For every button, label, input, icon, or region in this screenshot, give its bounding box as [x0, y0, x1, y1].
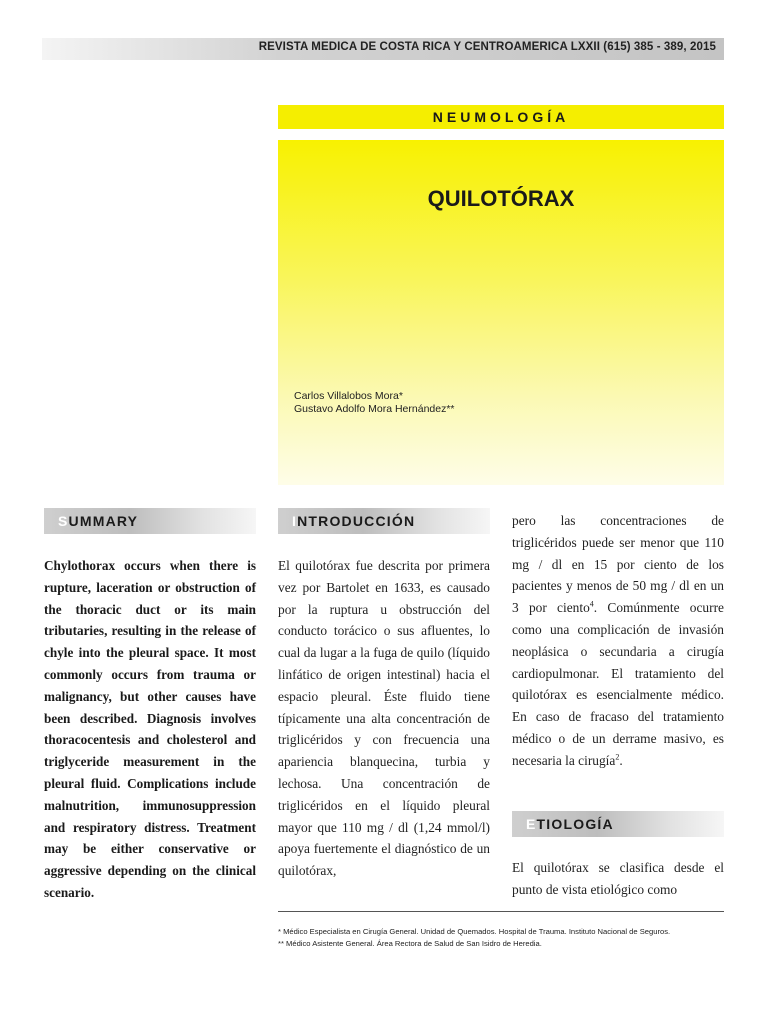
title-box	[278, 140, 724, 485]
summary-heading	[44, 508, 256, 534]
journal-header: REVISTA MEDICA DE COSTA RICA Y CENTROAMERICA LXXII (615) 385 - 389, 2015	[258, 41, 716, 53]
introduccion-heading-initial: I	[292, 513, 298, 529]
summary-heading-rest: UMMARY	[68, 513, 139, 529]
etiologia-text: El quilotórax se clasifica desde el punto de vista etiológico como	[512, 860, 724, 897]
footnote-divider	[278, 911, 724, 912]
introduccion-text: El quilotórax fue descrita por primera vez por Bartolet en 1633, es causado por la ruptura u obstrucción del conducto torácico o sus afluentes, lo cual da lugar a la fuga de quilo (líquido linfático de origen intestinal) hacia el espacio pleural. Éste fluido tiene típicamente una alta concentración de triglicéridos y con frecuencia una apariencia blanquecina, turbia y lechosa. Una concentración de triglicéridos en el líquido pleural mayor que 110 mg / dl (1,24 mmol/l) apoya fuertemente el diagnóstico de un quilotórax,	[278, 558, 490, 879]
author-2: Gustavo Adolfo Mora Hernández**	[294, 403, 455, 415]
authors	[294, 390, 455, 416]
article-title: QUILOTÓRAX	[427, 186, 575, 211]
reference-2: 2	[615, 752, 620, 762]
continuation-end: .	[619, 752, 623, 768]
continuation-text-1: pero las concentraciones de triglicéridos puede ser menor que 110 mg / dl en 15 por ciento de los pacientes y menos de 50 mg / dl en un 3 por ciento	[512, 513, 724, 616]
etiologia-heading-initial: E	[526, 816, 537, 832]
footnote-2: ** Médico Asistente General. Área Rectora de Salud de San Isidro de Heredia.	[278, 939, 542, 948]
journal-header-bar	[42, 38, 724, 60]
etiologia-heading-rest: TIOLOGÍA	[536, 816, 614, 832]
introduccion-heading-rest: NTRODUCCIÓN	[297, 513, 416, 529]
author-1: Carlos Villalobos Mora*	[294, 390, 403, 402]
continuation-text-2: . Comúnmente ocurre como una complicación de invasión neoplásica o secundaria a cirugía cardiopulmonar. El tratamiento del quilotórax es esencialmente médico. En caso de fracaso del tratamiento médico o de un derrame masivo, es necesaria la cirugía	[512, 600, 724, 768]
footnotes	[278, 926, 724, 950]
introduccion-heading	[278, 508, 490, 534]
reference-4: 4	[589, 599, 594, 609]
summary-heading-initial: S	[58, 513, 69, 529]
etiologia-heading	[512, 811, 724, 837]
section-label: NEUMOLOGÍA	[278, 105, 724, 129]
introduccion-continuation	[512, 510, 724, 772]
footnote-1: * Médico Especialista en Cirugía General. Unidad de Quemados. Hospital de Trauma. Instituto Nacional de Seguros.	[278, 927, 671, 936]
summary-text: Chylothorax occurs when there is rupture, laceration or obstruction of the thoracic duct or its main tributaries, resulting in the release of chyle into the pleural space. It most commonly occurs from trauma or malignancy, but other causes have been described. Diagnosis involves thoracocentesis and cholesterol and triglyceride measurement in the pleural fluid. Complications include malnutrition, immunosuppression and respiratory distress. Treatment may be either conservative or aggressive depending on the clinical scenario.	[44, 558, 256, 900]
